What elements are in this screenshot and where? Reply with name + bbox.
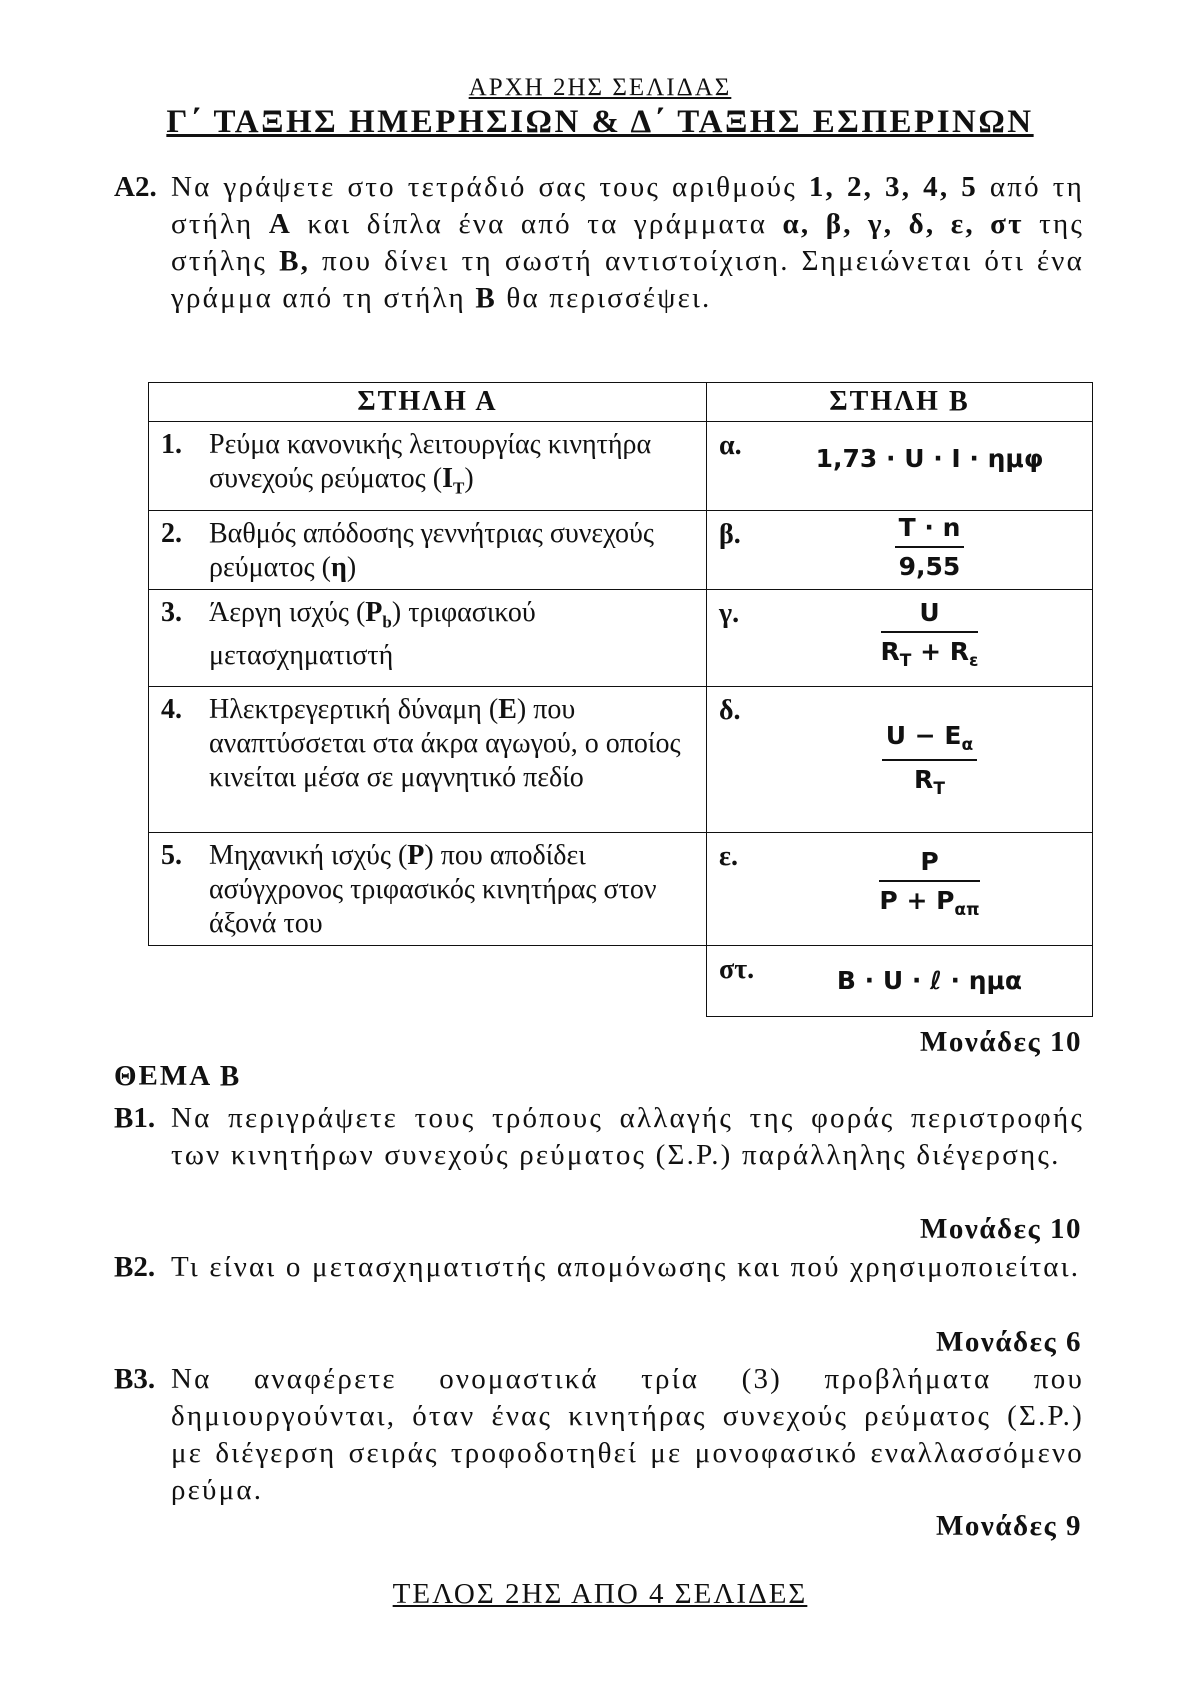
matching-table (148, 382, 1093, 1017)
column-b-item-st: στ. B · U · ℓ · ημα (707, 946, 1092, 1016)
column-b-item-epsilon: ε. $\frac{P}{P + P_{\alpha\pi}}$ (707, 833, 1092, 939)
question-a2-text: Να γράψετε στο τετράδιό σας τους αριθμούς 1, 2, 3, 4, 5 από τη στήλη Α και δίπλα ένα από τα γράμματα α, β, γ, δ, ε, στ της στήλης Β, που δίνει τη σωστή αντιστοίχιση. Σημειώνεται ότι ένα γράμμα από τη στήλη Β θα περισσέψει. (171, 171, 1085, 314)
question-a2-label: Α2. (114, 171, 157, 203)
question-b2 (114, 1249, 1084, 1286)
table-row (149, 510, 1093, 589)
formula-beta: $\frac{T \cdot n}{9,55}$ (767, 513, 1092, 581)
page-header-top: ΑΡΧΗ 2ΗΣ ΣΕΛΙΔΑΣ (468, 74, 732, 101)
question-b2-label: Β2. (114, 1251, 156, 1283)
question-b3-label: Β3. (114, 1363, 156, 1395)
marks-b3: Μονάδες 9 (936, 1510, 1082, 1542)
column-b-header: ΣΤΗΛΗ Β (707, 383, 1093, 422)
question-b3-text: Να αναφέρετε ονομαστικά τρία (3) προβλήματα που δημιουργούνται, όταν ένας κινητήρας συνεχούς ρεύματος (Σ.Ρ.) με διέγερση σειράς τροφοδοτηθεί με μονοφασικό εναλλασσόμενο ρεύμα. (171, 1363, 1084, 1506)
column-a-item-2: 2. Βαθμός απόδοσης γεννήτριας συνεχούς ρεύματος (η) (161, 517, 654, 583)
formula-st: B · U · ℓ · ημα (836, 965, 1023, 995)
column-a-item-1: 1. Ρεύμα κανονικής λειτουργίας κινητήρα συνεχούς ρεύματος $(I_T)$ (161, 429, 652, 498)
formula-gamma: $\frac{U}{R_T + R_\varepsilon}$ (880, 597, 979, 671)
question-b1-label: Β1. (114, 1102, 156, 1134)
formula-epsilon: $\frac{P}{P + P_{\alpha\pi}}$ (879, 846, 980, 920)
table-row (149, 832, 1093, 945)
column-b-item-beta: β. $\frac{T \cdot n}{9,55}$ (707, 511, 1092, 587)
column-b-item-alpha: α. 1,73 · U · I · ημφ (707, 422, 1092, 492)
table-row (149, 422, 1093, 511)
column-b-item-delta: δ. $\frac{U - E_\alpha}{R_T}$ (707, 687, 1092, 832)
question-b3 (114, 1361, 1084, 1509)
question-b1-text: Να περιγράψετε τους τρόπους αλλαγής της φοράς περιστροφής των κινητήρων συνεχούς ρεύματος (Σ.Ρ.) παράλληλης διέγερσης. (171, 1102, 1084, 1171)
formula-alpha: 1,73 · U · I · ημφ (815, 444, 1044, 473)
exam-class-title: Γ΄ ΤΑΞΗΣ ΗΜΕΡΗΣΙΩΝ & Δ΄ ΤΑΞΗΣ ΕΣΠΕΡΙΝΩΝ (166, 104, 1034, 140)
formula-delta: $\frac{U - E_\alpha}{R_T}$ (767, 721, 1092, 799)
marks-b1: Μονάδες 10 (920, 1213, 1082, 1245)
page-footer: ΤΕΛΟΣ 2ΗΣ ΑΠΟ 4 ΣΕΛΙΔΕΣ (392, 1578, 808, 1610)
column-b-item-gamma: γ. $\frac{U}{R_T + R_\varepsilon}$ (707, 590, 1092, 686)
section-title-b: ΘΕΜΑ Β (114, 1060, 242, 1092)
question-b2-text: Τι είναι ο μετασχηματιστής απομόνωσης και πού χρησιμοποιείται. (171, 1251, 1081, 1283)
table-header-row (149, 383, 1093, 422)
question-b1 (114, 1100, 1084, 1174)
column-a-item-4: 4. Ηλεκτρεγερτική δύναμη (E) που αναπτύσσεται στα άκρα αγωγού, ο οποίος κινείται μέσα σε μαγνητικό πεδίο (161, 693, 681, 793)
table-row (149, 589, 1093, 686)
column-a-item-5: 5. Μηχανική ισχύς (P) που αποδίδει ασύγχρονος τριφασικός κινητήρας στον άξονά του (161, 839, 657, 939)
table-row (149, 686, 1093, 832)
marks-b2: Μονάδες 6 (936, 1326, 1082, 1358)
question-a2 (114, 169, 1084, 317)
column-a-header: ΣΤΗΛΗ Α (149, 383, 707, 422)
marks-a2: Μονάδες 10 (920, 1026, 1082, 1058)
column-a-item-3: 3. Άεργη ισχύς $(P_b)$ τριφασικού μετασχηματιστή (161, 596, 536, 672)
table-row (149, 945, 1093, 1016)
